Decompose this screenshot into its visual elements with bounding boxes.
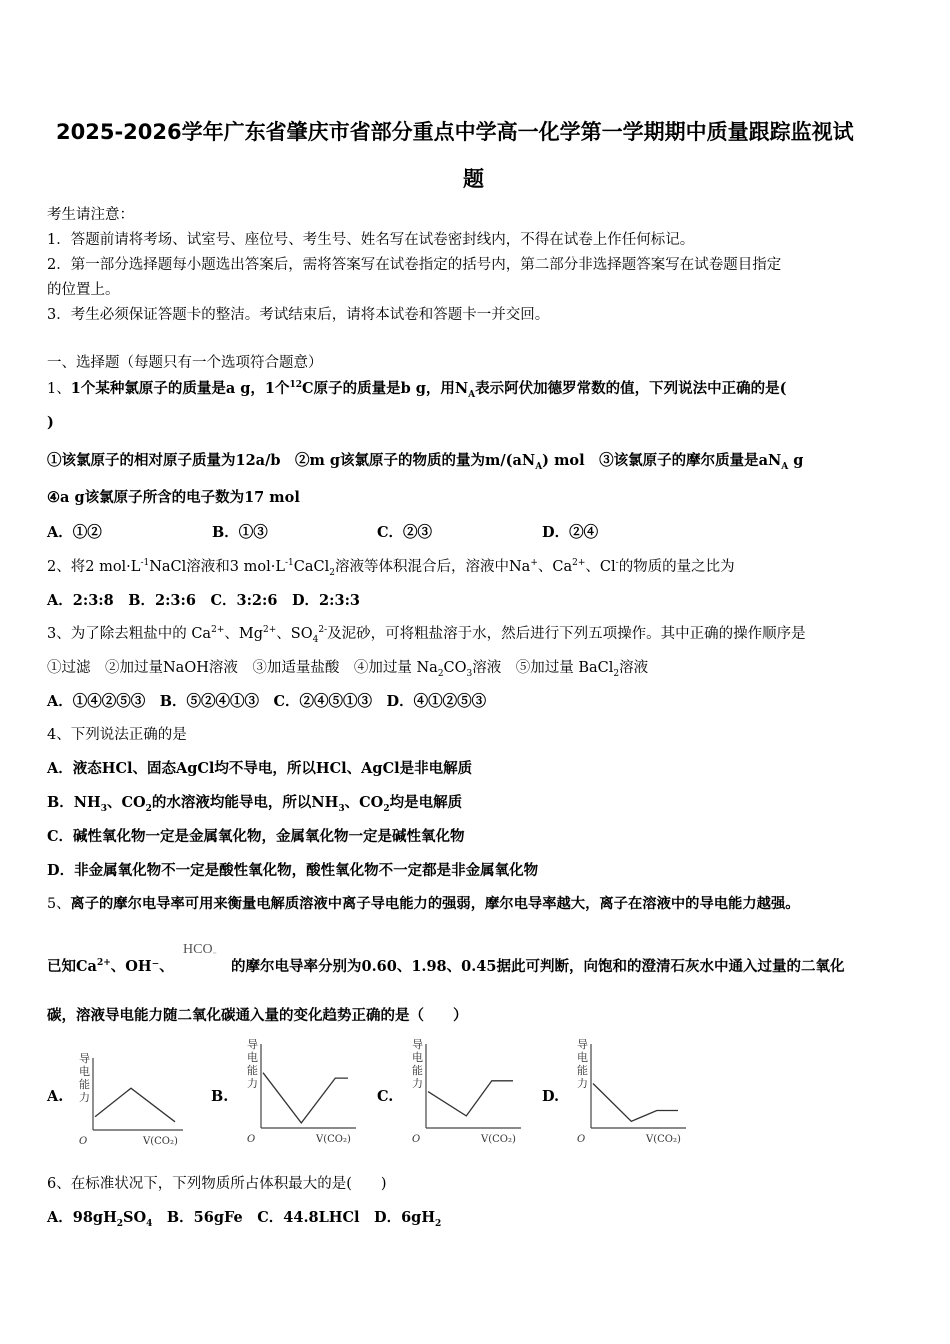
graph-b	[243, 1036, 368, 1146]
graph-label-a: A.	[47, 1088, 64, 1105]
notice-item-2: 2．第一部分选择题每小题选出答案后，需将答案写在试卷指定的括号内，第二部分非选择题答案写在试卷题目指定	[47, 257, 782, 273]
q5-text: 离子的摩尔电导率可用来衡量电解质溶液中离子导电能力的强弱，摩尔电导率越大，离子在溶液中的导电能力越强。	[70, 896, 800, 912]
q4-b1: B．NH	[47, 794, 101, 811]
q2-t3: CaCl	[293, 559, 330, 575]
conductivity-curve	[428, 1081, 513, 1116]
q2-sup2: -1	[284, 558, 294, 569]
q4-bs4: 2	[383, 803, 390, 814]
question-number: 4、	[47, 727, 71, 743]
q4-bs1: 3	[100, 803, 107, 814]
q4-b5: 均是电解质	[389, 794, 463, 811]
q2-options: A．2:3:8 B．2:3:6 C．3:2:6 D．2:3:3	[47, 592, 361, 609]
q6-s2: 4	[146, 1218, 153, 1229]
q3-t4: 及泥砂，可将粗盐溶于水，然后进行下列五项操作。其中正确的操作顺序是	[327, 626, 806, 642]
hco3-formula-image: $HCO_{^-}$	[183, 942, 217, 959]
q3-sub3: 4	[312, 634, 319, 645]
q5-line-2	[47, 955, 174, 976]
y-axis-label-char: 能	[412, 1064, 423, 1077]
q6-s3: 2	[435, 1218, 442, 1229]
q4-b4: 、CO	[344, 794, 384, 811]
q3-t1: 为了除去粗盐中的 Ca	[70, 626, 212, 642]
origin-label: O	[79, 1136, 88, 1147]
q1-text-c: 表示阿伏加德罗常数的值，下列说法中正确的是(	[475, 380, 787, 397]
q4-option-b	[47, 791, 462, 812]
question-4	[47, 723, 187, 744]
q2-sub3: 2	[329, 567, 335, 578]
y-axis-label-char: 电	[79, 1065, 90, 1078]
question-3	[47, 622, 806, 643]
y-axis-label-char: 力	[577, 1077, 588, 1090]
q1-statements-2: ④a g该氯原子所含的电子数为17 mol	[47, 489, 300, 506]
y-axis-label-char: 电	[247, 1051, 258, 1064]
q1-option-a: A．①②	[47, 524, 102, 541]
q4-option-c: C．碱性氧化物一定是金属氧化物，金属氧化物一定是碱性氧化物	[47, 828, 465, 845]
graph-label-b: B.	[211, 1088, 229, 1105]
x-axis-label: V(CO₂)	[316, 1134, 351, 1145]
y-axis-label-char: 导	[412, 1038, 423, 1051]
y-axis-label-char: 能	[247, 1064, 258, 1077]
q5-line-3: 碳，溶液导电能力随二氧化碳通入量的变化趋势正确的是（ ）	[47, 1007, 468, 1024]
origin-label: O	[412, 1134, 421, 1145]
y-axis-label-char: 导	[79, 1052, 90, 1065]
section-heading: 一、选择题（每题只有一个选项符合题意）	[47, 355, 323, 371]
q2-sup4: +	[530, 558, 538, 569]
q3-sup3: 2-	[318, 625, 328, 636]
q3-ops-c: 溶液 ⑤加过量 BaCl	[472, 660, 614, 676]
x-axis-label: V(CO₂)	[481, 1134, 516, 1145]
origin-label: O	[577, 1134, 586, 1145]
q3-sup1: 2+	[211, 625, 225, 636]
q3-t3: 、SO	[276, 626, 313, 642]
graph-c	[408, 1036, 533, 1146]
q3-operations	[47, 656, 648, 677]
q2-t5: 、Ca	[537, 559, 573, 575]
q1-text-b: C原子的质量是b g，用N	[302, 380, 469, 397]
conductivity-curve	[593, 1084, 678, 1122]
q3-sup2: 2+	[263, 625, 277, 636]
hco3-text: HCO	[183, 942, 213, 957]
q2-t2: NaCl溶液和3 mol·L	[149, 559, 285, 575]
q5-l2sup: 2+	[96, 958, 111, 969]
notice-item-2-cont: 的位置上。	[47, 282, 120, 298]
q4-option-d: D．非金属氧化物不一定是酸性氧化物，酸性氧化物不一定都是非金属氧化物	[47, 862, 539, 879]
q4-b2: 、CO	[106, 794, 146, 811]
q3-ops-a: ①过滤 ②加过量NaOH溶液 ③加适量盐酸 ④加过量 Na	[47, 660, 438, 676]
graph-label-c: C.	[377, 1088, 394, 1105]
origin-label: O	[247, 1134, 256, 1145]
q1-sub: A	[468, 389, 476, 400]
q1-option-d: D．②④	[542, 524, 599, 541]
y-axis-label-char: 力	[247, 1077, 258, 1090]
q5-l2b: 、OH⁻、	[110, 958, 174, 975]
q4-bs3: 3	[338, 803, 345, 814]
notice-heading: 考生请注意：	[47, 207, 134, 223]
q6-o2: B．56gFe C．44.8LHCl D．6gH	[152, 1209, 436, 1226]
notice-item-1: 1．答题前请将考场、试室号、座位号、考生号、姓名写在试卷密封线内，不得在试卷上作任何标记。	[47, 232, 695, 248]
question-2	[47, 555, 735, 576]
q6-options	[47, 1206, 441, 1227]
q4-bs2: 2	[145, 803, 152, 814]
graph-label-d: D.	[542, 1088, 560, 1105]
question-5	[47, 893, 800, 913]
question-number: 6、	[47, 1176, 71, 1192]
q1-text-a: 1个某种氯原子的质量是a g，1个	[70, 380, 290, 397]
y-axis-label-char: 力	[412, 1077, 423, 1090]
q3-ops-sub1: 2	[437, 668, 444, 679]
y-axis-label-char: 力	[79, 1091, 90, 1104]
y-axis-label-char: 能	[79, 1078, 90, 1091]
x-axis-label: V(CO₂)	[646, 1134, 681, 1145]
conductivity-curve	[263, 1073, 348, 1123]
page-title-continued: 题	[463, 167, 484, 191]
q2-sup1: -1	[140, 558, 150, 569]
q5-line-2-rest: 的摩尔电导率分别为0.60、1.98、0.45据此可判断，向饱和的澄清石灰水中通入过量的二氧化	[231, 958, 845, 975]
q3-t2: 、Mg	[224, 626, 264, 642]
q1-s1c: g	[788, 452, 804, 469]
question-number: 3、	[47, 626, 71, 642]
q4-b3: 的水溶液均能导电，所以NH	[151, 794, 339, 811]
q3-ops-sub3: 2	[613, 668, 620, 679]
q1-close-paren: )	[47, 414, 54, 431]
q2-t6: 、Cl	[585, 559, 616, 575]
y-axis-label-char: 电	[577, 1051, 588, 1064]
question-number: 2、	[47, 559, 71, 575]
q1-s1b: ) mol ③该氯原子的摩尔质量是aN	[542, 452, 782, 469]
q1-s1: ①该氯原子的相对原子质量为12a/b ②m g该氯原子的物质的量为m/(aN	[47, 452, 536, 469]
q2-t1: 将2 mol·L	[70, 559, 141, 575]
q6-o1b: SO	[123, 1209, 147, 1226]
q1-option-c: C．②③	[377, 524, 433, 541]
q1-statements-1	[47, 449, 803, 470]
q1-option-b: B．①③	[212, 524, 268, 541]
q6-text: 在标准状况下，下列物质所占体积最大的是( )	[70, 1176, 387, 1192]
q6-s1: 2	[116, 1218, 124, 1229]
question-6	[47, 1172, 387, 1193]
y-axis-label-char: 能	[577, 1064, 588, 1077]
notice-item-3: 3．考生必须保证答题卡的整洁。考试结束后，请将本试卷和答题卡一并交回。	[47, 307, 550, 323]
graph-a	[75, 1050, 195, 1148]
q4-option-a: A．液态HCl、固态AgCl均不导电，所以HCl、AgCl是非电解质	[47, 760, 473, 777]
q2-sup5: 2+	[572, 558, 586, 569]
q2-t7: 的物质的量之比为	[618, 559, 735, 575]
q6-o1: A．98gH	[47, 1209, 117, 1226]
graph-d	[573, 1036, 698, 1146]
q1-s1-sub: A	[535, 461, 543, 472]
q3-options: A．①④②⑤③ B．⑤②④①③ C．②④⑤①③ D．④①②⑤③	[47, 693, 487, 710]
q5-l2a: 已知Ca	[47, 958, 97, 975]
page-title: 2025-2026学年广东省肇庆市省部分重点中学高一化学第一学期期中质量跟踪监视试	[56, 120, 854, 144]
question-number: 1、	[47, 381, 71, 397]
q3-ops-d: 溶液	[619, 660, 649, 676]
question-1	[47, 377, 787, 398]
y-axis-label-char: 导	[577, 1038, 588, 1051]
q1-s1-sub2: A	[781, 461, 789, 472]
q3-ops-sub2: 3	[466, 668, 473, 679]
q1-sup: 12	[289, 380, 303, 391]
q2-t4: 溶液等体积混合后，溶液中Na	[334, 559, 531, 575]
question-number: 5、	[47, 896, 71, 912]
q2-sup6: -	[615, 558, 619, 569]
conductivity-curve	[95, 1088, 175, 1122]
y-axis-label-char: 导	[247, 1038, 258, 1051]
q3-ops-b: CO	[443, 660, 467, 676]
y-axis-label-char: 电	[412, 1051, 423, 1064]
q4-text: 下列说法正确的是	[70, 727, 187, 743]
x-axis-label: V(CO₂)	[143, 1136, 178, 1147]
